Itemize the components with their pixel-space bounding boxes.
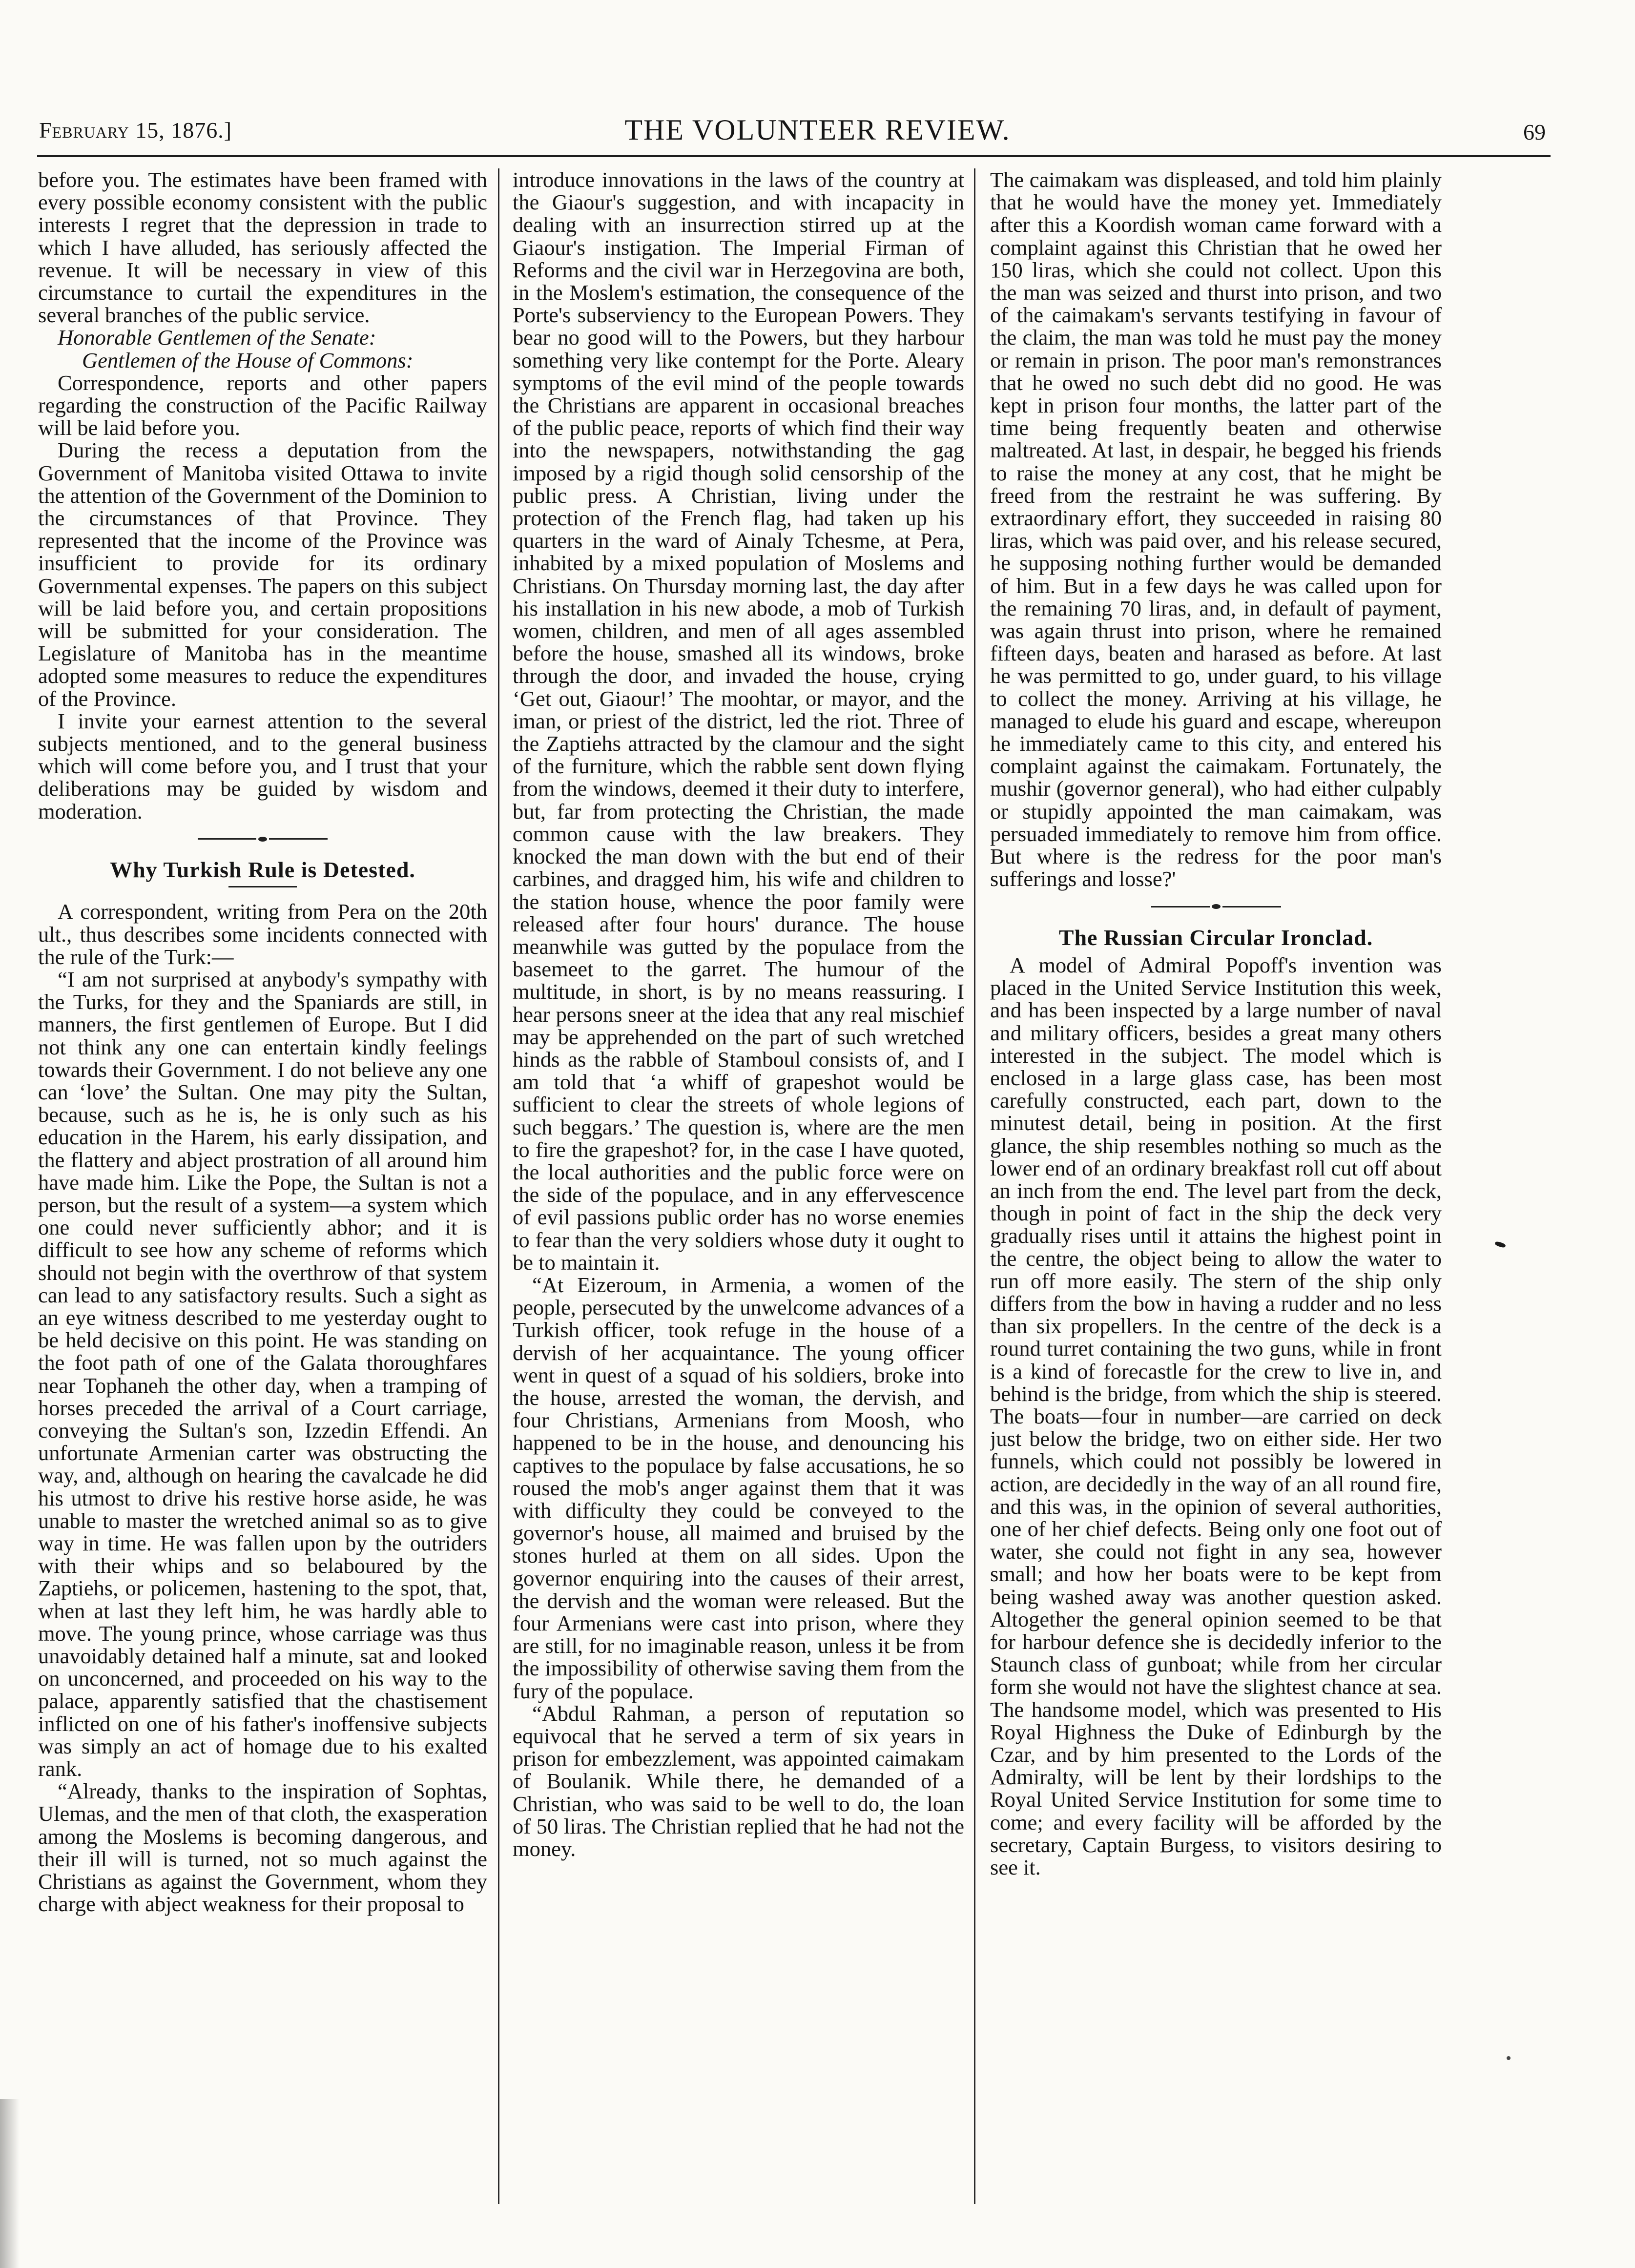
salutation: Honorable Gentlemen of the Senate: — [58, 325, 376, 350]
paragraph: introduce innovations in the laws of the country at the Giaour's suggestion, and with incapacity in dealing with an insurrection stirred up at the Giaour's instigation. The Imperial Firman of Reforms and the civil war in Herzegovina are both, in the Moslem's estimation, the consequence of the Porte's subserviency to the European Powers. They bear no good will to the Powers, but they harbour something very like contempt for the Porte. Aleary symptoms of the evil mind of the people towards the Christians are apparent in occasional breaches of the public peace, reports of which find their way into the newspapers, notwithstanding the gag imposed by a rigid though solid censorship of the public press. A Christian, living under the protection of the French flag, had taken up his quarters in the ward of Ainaly Tchesme, at Pera, inhabited by a mixed population of Moslems and Christians. On Thursday morning last, the day after his installation in his new abode, a mob of Turkish women, children, and men of all ages assembled before the house, smashed all its windows, broke through the door, and invaded the house, crying ‘Get out, Giaour!’ The moohtar, or mayor, and the iman, or priest of the district, led the riot. Three of the Zaptiehs attracted by the clamour and the sight of the furniture, which the rabble sent down flying from the windows, deemed it their duty to interfere, but, far from protecting the Christian, the made common cause with the law breakers. They knocked the man down with the but end of their carbines, and dragged him, his wife and children to the station house, whence the poor family were released after four hours' durance. The house meanwhile was gutted by the populace from the basemeet to the garret. The humour of the multitude, in short, is by no means reassuring. I hear persons sneer at the idea that any real mischief may be apprehended on the part of such wretched hinds as the rabble of Stamboul consists of, and I am told that ‘a whiff of grapeshot would be sufficient to clear the streets of whole legions of such beggars.’ The question is, where are the men to fire the grapeshot? for, in the case I have quoted, the local authorities and the public force were on the side of the populace, and in any effervescence of evil passions public order has no worse enemies to fear than the very soldiers whose duty it ought to be to maintain it. — [513, 168, 964, 1275]
column-divider — [974, 168, 975, 2204]
paragraph: “At Eizeroum, in Armenia, a women of the people, persecuted by the unwelcome advances of a Turkish officer, took refuge in the house of a dervish of her acquaintance. The young officer went in quest of a squad of his soldiers, broke into the house, arrested the woman, the dervish, and four Christians, Armenians from Moosh, who happened to be in the house, and denouncing his captives to the populace by false accusations, he so roused the mob's anger against them that it was with difficulty they could be conveyed to the governor's house, all maimed and bruised by the stones hurled at them on all sides. Upon the governor enquiring into the causes of their arrest, the dervish and the woman were released. But the four Armenians were cast into prison, where they are still, for no imaginable reason, unless it be from the impossibility of otherwise saving them from the fury of the populace. — [513, 1272, 964, 1703]
masthead-title: THE VOLUNTEER REVIEW. — [624, 114, 1011, 146]
section-ornament — [38, 825, 487, 848]
column-1 — [38, 168, 487, 2209]
paragraph: Correspondence, reports and other papers regarding the construction of the Pacific Railway will be laid before you. — [38, 370, 487, 440]
paragraph: before you. The estimates have been framed with every possible economy consistent with the public interests I regret that the depression in trade to which I have alluded, has seriously affected the revenue. It will be necessary in view of this circumstance to curtail the expenditures in the several branches of the public service. — [38, 168, 487, 328]
issue-date: February 15, 1876.] — [39, 118, 232, 143]
section-ornament — [990, 893, 1442, 916]
article-heading: Why Turkish Rule is Detested. — [110, 857, 415, 883]
paragraph: During the recess a deputation from the Government of Manitoba visited Ottawa to invite the attention of the Government of the Dominion to the circumstances of that Province. They represented that the income of the Province was insufficient to provide for its ordinary Governmental expenses. The papers on this subject will be laid before you, and certain propositions will be submitted for your consideration. The Legislature of Manitoba has in the meantime adopted some measures to reduce the expenditures of the Province. — [38, 438, 487, 711]
paragraph: “I am not surprised at anybody's sympathy with the Turks, for they and the Spaniards are still, in manners, the first gentlemen of Europe. But I did not think any one can entertain kindly feelings towards their Government. I do not believe any one can ‘love’ the Sultan. One may pity the Sultan, because, such as he is, he is only such as his education in the Harem, his early dissipation, and the flattery and abject prostration of all around him have made him. Like the Pope, the Sultan is not a person, but the result of a system—a system which one could never sufficiently abhor; and it is difficult to see how any scheme of reforms which should not begin with the overthrow of that system can lead to any satisfactory results. Such a sight as an eye witness described to me yesterday ought to be held decisive on this point. He was standing on the foot path of one of the Galata thoroughfares near Tophaneh the other day, when a tramping of horses preceded the arrival of a Court carriage, conveying the Sultan's son, Izzedin Effendi. An unfortunate Armenian carter was obstructing the way, and, although on hearing the cavalcade he did his utmost to drive his restive horse aside, he was unable to master the wretched animal so as to give way in time. He was fallen upon by the outriders with their whips and so belaboured by the Zaptiehs, or policemen, hastening to the spot, that, when at last they left him, he was hardly able to move. The young prince, whose carriage was thus unavoidably detained half a minute, sat and looked on unconcerned, and proceeded on his way to the palace, apparently satisfied that the chastisement inflicted on one of his father's inoffensive subjects was simply an act of homage due to his exalted rank. — [38, 967, 487, 1781]
paragraph: I invite your earnest attention to the several subjects mentioned, and to the general business which will come before you, and I trust that your deliberations may be guided by wisdom and moderation. — [38, 708, 487, 824]
ink-mark — [1494, 1241, 1506, 1248]
header-rule — [37, 155, 1551, 157]
paragraph: A model of Admiral Popoff's invention was placed in the United Service Institution this week, and has been inspected by a large number of naval and military officers, besides a great many others interested in the subject. The model which is enclosed in a large glass case, has been most carefully constructed, each part, down to the minutest detail, being in position. At the first glance, the ship resembles nothing so much as the lower end of an ordinary breakfast roll cut off about an inch from the end. The level part from the deck, though in point of fact in the ship the deck very gradually rises until it attains the highest point in the centre, the object being to allow the water to run off more easily. The stern of the ship only differs from the bow in having a rudder and no less than six propellers. In the centre of the deck is a round turret containing the two guns, while in front is a kind of forecastle for the crew to live in, and behind is the bridge, from which the ship is steered. The boats—four in number—are carried on deck just below the bridge, two on either side. Her two funnels, which could not possibly be lowered in action, are decidedly in the way of an all round fire, and this was, in the opinion of several authorities, one of her chief defects. Being only one foot out of water, she could not fight in any sea, however small; and how her boats were to be kept from being washed away was another question asked. Altogether the general opinion seemed to be that for harbour defence she is decidedly inferior to the Staunch class of gunboat; while from her circular form she would not have the slightest chance at sea. The handsome model, which was presented to His Royal Highness the Duke of Edinburgh by the Czar, and by him presented to the Lords of the Admiralty, will be lent by their lordships to the Royal United Service Institution for some time to come; and every facility will be afforded by the secretary, Captain Burgess, to visitors desiring to see it. — [990, 952, 1442, 1880]
ink-mark — [1507, 2056, 1511, 2060]
column-3 — [990, 168, 1442, 2209]
article-heading: The Russian Circular Ironclad. — [1058, 925, 1373, 950]
column-divider — [498, 168, 499, 2204]
page-edge-shadow — [0, 2099, 20, 2268]
heading-rule — [228, 886, 297, 887]
salutation: Gentlemen of the House of Commons: — [82, 348, 414, 372]
paragraph: The caimakam was displeased, and told him plainly that he would have the money yet. Immediately after this a Koordish woman came forward with a complaint against this Christian that he owed her 150 liras, which she could not collect. Upon this the man was seized and thurst into prison, and two of the caimakam's servants testifying in favour of the claim, the man was told he must pay the money or remain in prison. The poor man's remonstrances that he owed no such debt did no good. He was kept in prison four months, the latter part of the time being frequently beaten and otherwise maltreated. At last, in despair, he begged his friends to raise the money at any cost, that he might be freed from the restraint he was suffering. By extraordinary effort, they succeeded in raising 80 liras, which was paid over, and his release secured, he supposing nothing further would be demanded of him. But in a few days he was called upon for the remaining 70 liras, and, in default of payment, was again thrust into prison, where he remained fifteen days, beaten and harased as before. At last he was permitted to go, under guard, to his village to collect the money. Arriving at his village, he managed to elude his guard and escape, whereupon he immediately came to this city, and entered his complaint against the caimakam. Fortunately, the mushir (governor general), who had either culpably or stupidly appointed the man caimakam, was persuaded immediately to remove him from office. But where is the redress for the poor man's sufferings and losse?' — [990, 168, 1442, 891]
column-2 — [513, 168, 964, 2209]
paragraph: A correspondent, writing from Pera on the 20th ult., thus describes some incidents connected with the rule of the Turk:— — [38, 899, 487, 969]
paragraph: “Abdul Rahman, a person of reputation so equivocal that he served a term of six years in prison for embezzlement, was appointed caimakam of Boulanik. While there, he demanded of a Christian, who was said to be well to do, the loan of 50 liras. The Christian replied that he had not the money. — [513, 1701, 964, 1861]
page-number: 69 — [1523, 120, 1546, 144]
paragraph: “Already, thanks to the inspiration of Sophtas, Ulemas, and the men of that cloth, the exasperation among the Moslems is becoming dangerous, and their ill will is turned, not so much against the Christians as against the Government, whom they charge with abject weakness for their proposal to — [38, 1779, 487, 1917]
